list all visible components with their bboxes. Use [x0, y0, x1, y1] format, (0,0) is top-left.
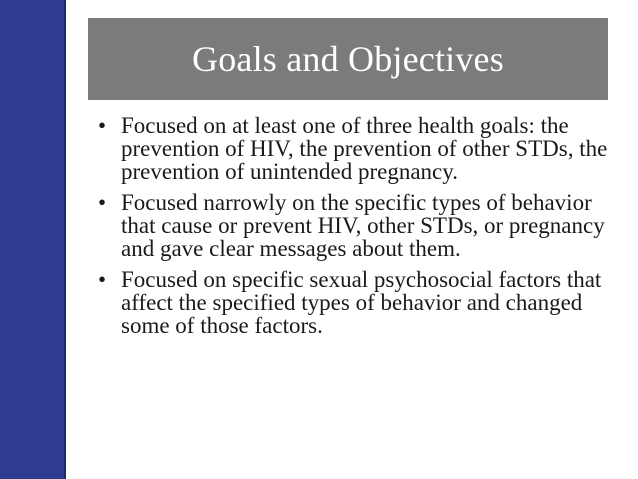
title-banner: [88, 18, 608, 100]
bullet-marker: •: [98, 267, 107, 292]
bullet-marker: •: [98, 113, 107, 138]
bullet-list: [98, 114, 613, 337]
bullet-item: [98, 191, 613, 260]
bullet-item: [98, 114, 613, 183]
bullet-item: [98, 268, 613, 337]
left-accent-bar: [0, 0, 66, 479]
bullet-marker: •: [98, 190, 107, 215]
bullet-text: Focused on specific sexual psychosocial factors that affect the specified types of behavior and changed some of those factors.: [121, 267, 602, 338]
slide-title: Goals and Objectives: [192, 39, 504, 79]
slide-content: [98, 114, 613, 345]
bullet-text: Focused narrowly on the specific types of behavior that cause or prevent HIV, other STDs, or pregnancy and gave clear messages about them.: [121, 190, 605, 261]
bullet-text: Focused on at least one of three health goals: the prevention of HIV, the prevention of other STDs, the prevention of unintended pregnancy.: [121, 113, 608, 184]
